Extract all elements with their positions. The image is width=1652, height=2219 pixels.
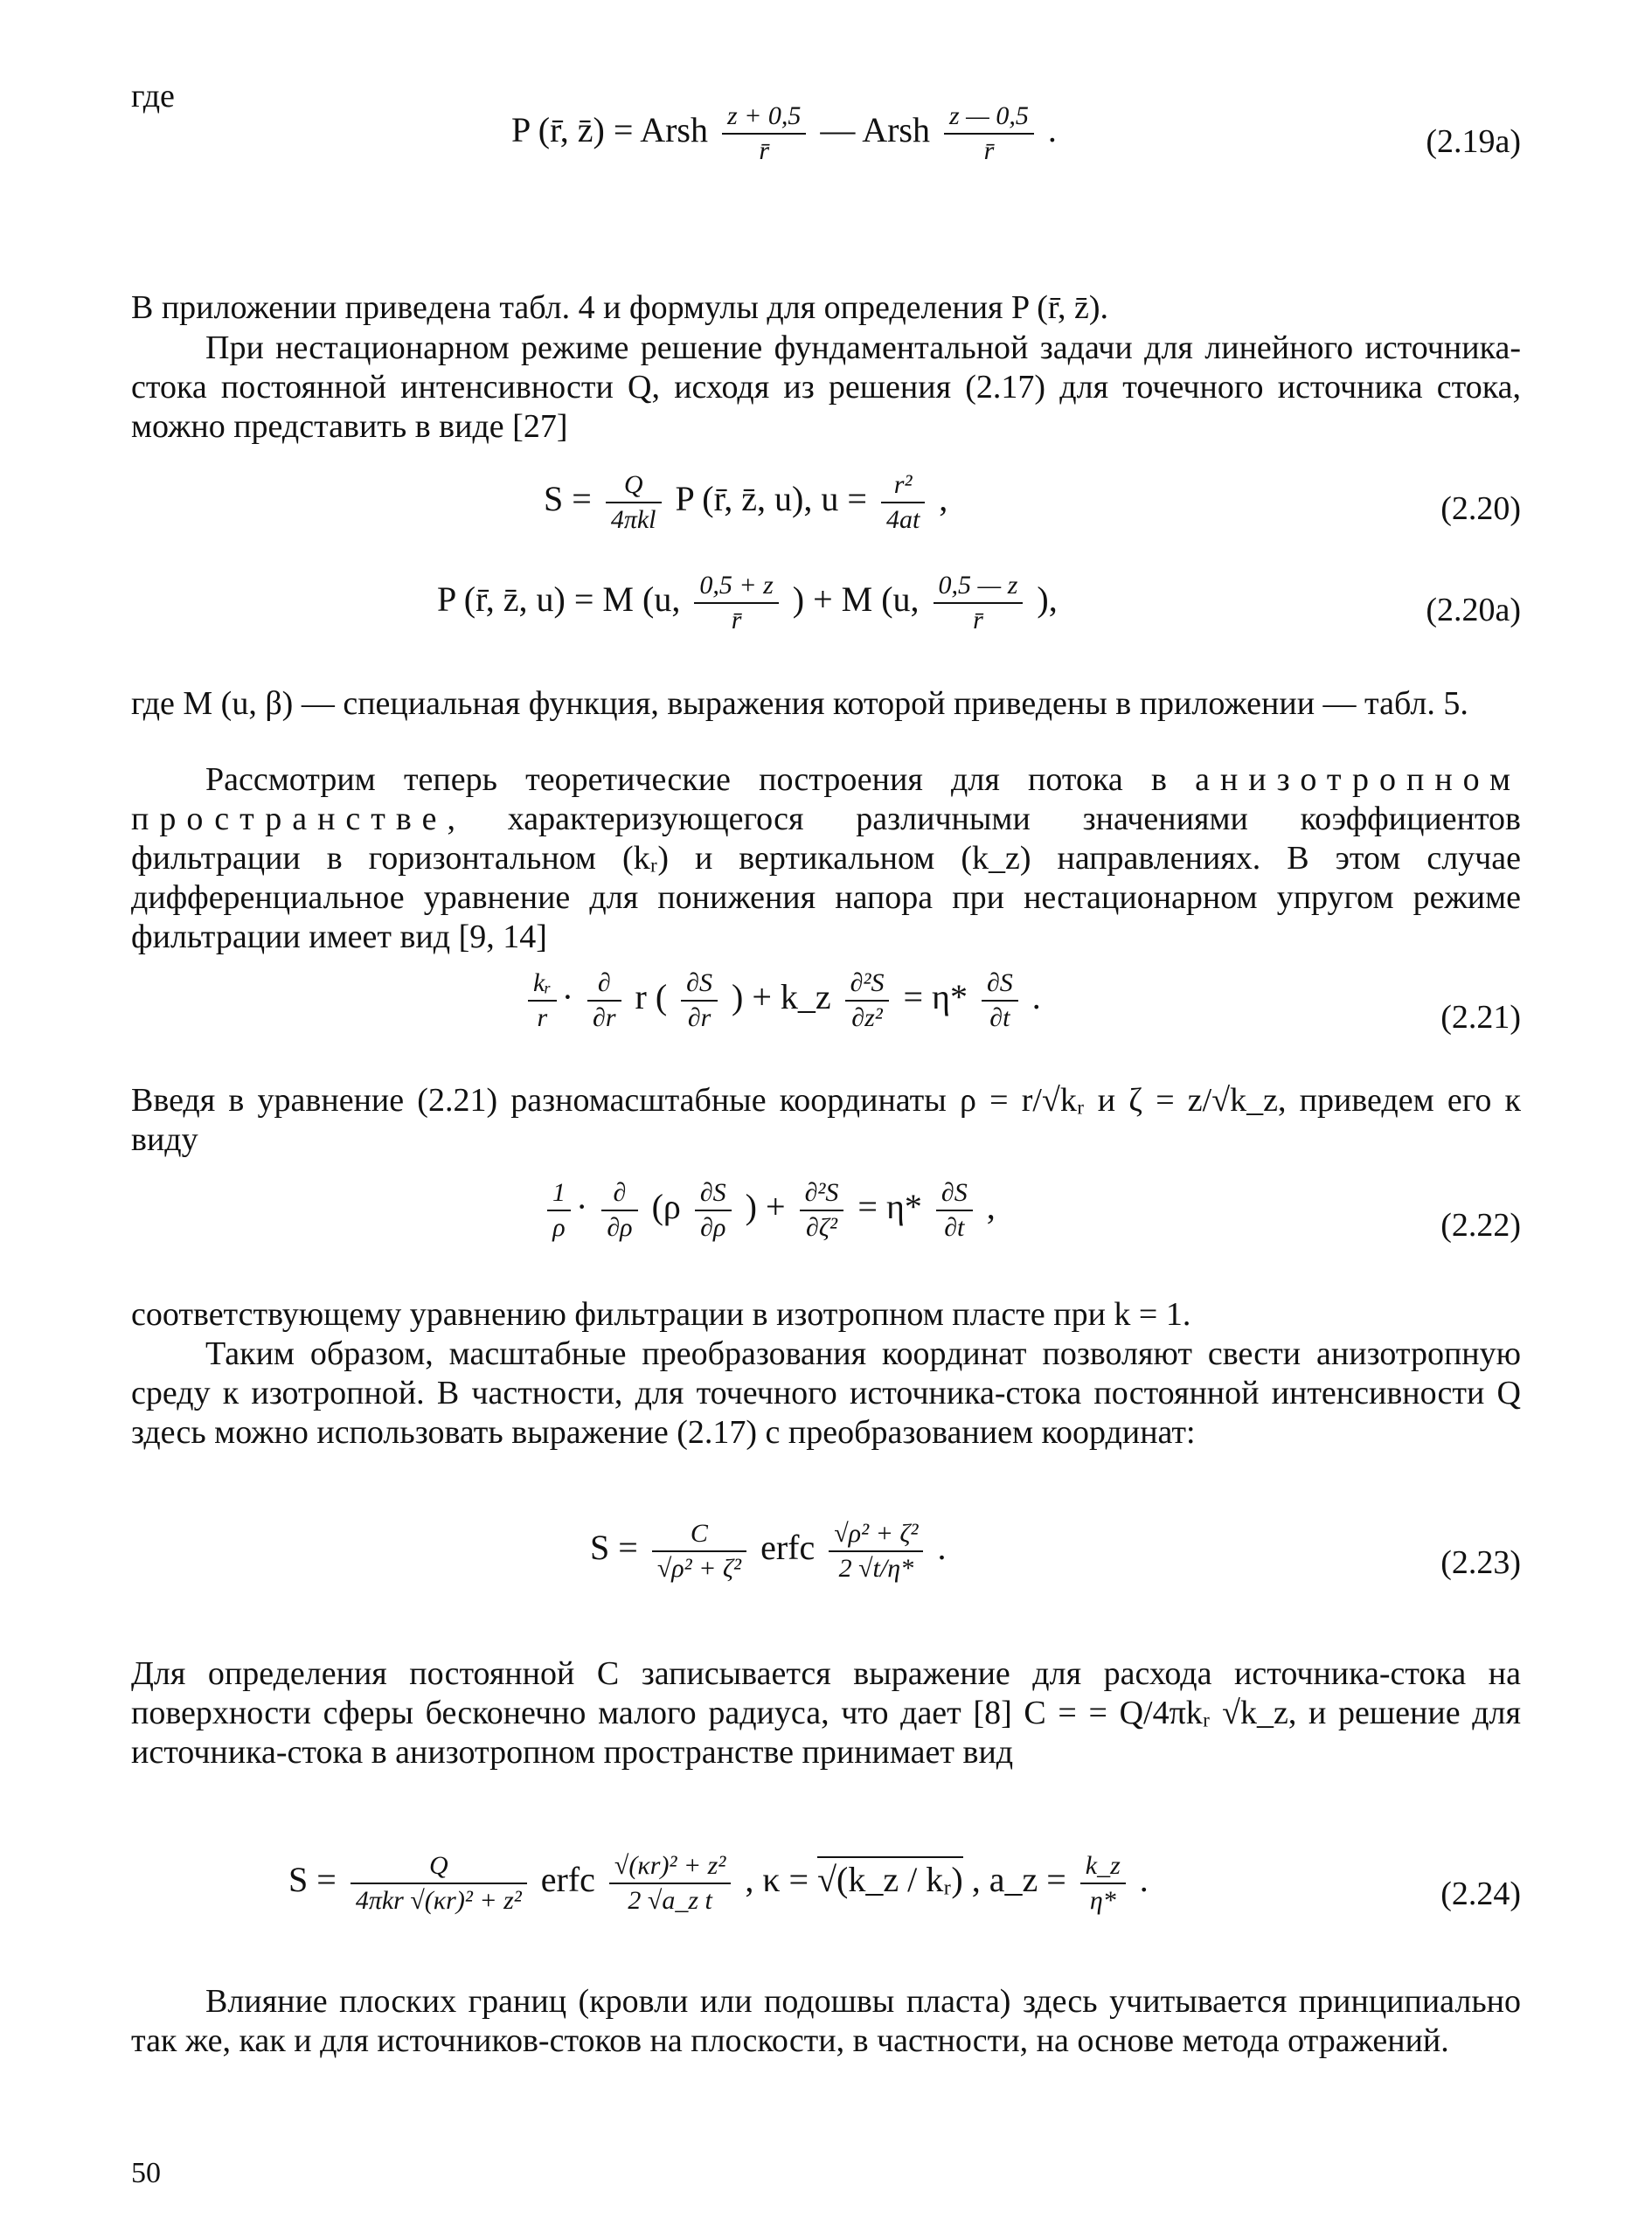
equation-2-22: $\frac{1}{\rho}$ · $\frac{\partial}{\partial\rho}$ (ρ $\frac{\partial S}{\partial\rho}$ ) + $\frac{\text{∂²S}}{\text{∂ζ²}}$ = η* $\frac{\partial S}{\partial t}$ , bbox=[542, 1180, 996, 1241]
eq-mid: = η* bbox=[857, 1187, 922, 1227]
page-number: 50 bbox=[131, 2157, 161, 2189]
eq-end: . bbox=[1047, 110, 1057, 150]
eq-end: , bbox=[986, 1187, 996, 1227]
eq-mid: — Arsh bbox=[820, 110, 930, 150]
eq-fraction: $\frac{1}{\rho}$ bbox=[547, 1180, 571, 1241]
equation-2-24 bbox=[288, 1853, 1149, 1914]
eq-lhs: P (r̄, z̄, u) = M (u, bbox=[437, 579, 681, 620]
eq-fraction: $\frac{\partial S}{\partial t}$ bbox=[982, 970, 1018, 1031]
equation-number: (2.20a) bbox=[1426, 592, 1521, 628]
eq-mid: , κ = bbox=[745, 1860, 809, 1900]
eq-fraction: $\frac{z — 0,5}{r̄}$ bbox=[944, 103, 1034, 164]
eq-fraction: $\frac{Q}{\text{4πkl}}$ bbox=[606, 472, 662, 533]
equation-number: (2.22) bbox=[1440, 1207, 1521, 1244]
eq-end: . bbox=[1031, 977, 1041, 1017]
eq-fraction: $\frac{\text{√(κr)² + z²}}{\text{2 √a\_z t}}$ bbox=[609, 1853, 731, 1914]
paragraph-3: где M (u, β) — специальная функция, выражения которой приведены в приложении — табл. 5. bbox=[131, 685, 1468, 722]
eq-fraction: $\frac{\partial S}{\partial r}$ bbox=[681, 970, 718, 1031]
eq-fraction: $\frac{\partial S}{\partial t}$ bbox=[936, 1180, 973, 1241]
paragraph-1: В приложении приведена табл. 4 и формулы для определения P (r̄, z̄). bbox=[131, 289, 1109, 326]
eq-lhs: S = bbox=[544, 479, 592, 519]
equation-number: (2.24) bbox=[1440, 1876, 1521, 1912]
eq-mid: erfc bbox=[540, 1860, 595, 1900]
equation-2-20 bbox=[544, 472, 947, 533]
paragraph-4-end: , характеризующегося различными значениями коэффициентов фильтрации в горизонтальном (kᵣ) и вертикальном (k_z) направлениях. В этом случае дифференциальное уравнение для понижения напора при нестационарном упругом режиме фильтрации имеет вид [9, 14] bbox=[131, 801, 1521, 955]
eq-end: . bbox=[1139, 1860, 1149, 1900]
eq-fraction: $\frac{0,5 + z}{r̄}$ bbox=[694, 572, 778, 634]
eq-mid: (ρ bbox=[651, 1187, 681, 1227]
eq-fraction: $\frac{k\_z}{\eta*}$ bbox=[1080, 1853, 1126, 1914]
eq-mid: ) + M (u, bbox=[792, 579, 920, 620]
equation-number: (2.20) bbox=[1440, 490, 1521, 527]
equation-2-21: $\frac{\text{kᵣ}}{r}$ · $\frac{\partial}{\partial r}$ r ( $\frac{\partial S}{\partial r}$ ) + k_z $\frac{\text{∂²S}}{\text{∂z²}}$ = η* $\frac{\partial S}{\partial t}$ . bbox=[523, 970, 1041, 1031]
equation-2-19a bbox=[511, 103, 1057, 164]
equation-number: (2.19a) bbox=[1426, 123, 1521, 160]
paragraph-5: Введя в уравнение (2.21) разномасштабные координаты ρ = r/√kᵣ и ζ = z/√k_z, приведем его к виду bbox=[131, 1082, 1521, 1158]
eq-fraction: $\frac{C}{\text{√ρ² + ζ²}}$ bbox=[652, 1521, 746, 1582]
eq-fraction: $\frac{Q}{\text{4πkr √(κr)² + z²}}$ bbox=[351, 1853, 527, 1914]
equation-2-23 bbox=[590, 1521, 946, 1582]
eq-mid: erfc bbox=[760, 1528, 816, 1568]
eq-lhs: S = bbox=[590, 1528, 638, 1568]
paragraph-8: Для определения постоянной C записывается выражение для расхода источника-стока на поверхности сферы бесконечно малого радиуса, что дает [8] C = = Q/4πkᵣ √k_z, и решение для источника-стока в анизотропном пространстве принимает вид bbox=[131, 1655, 1521, 1771]
paragraph-7: Таким образом, масштабные преобразования координат позволяют свести анизотропную среду к изотропной. В частности, для точечного источника-стока постоянной интенсивности Q здесь можно использовать выражение (2.17) с преобразованием координат: bbox=[131, 1335, 1521, 1451]
equation-2-20a bbox=[437, 572, 1058, 634]
eq-fraction: $\frac{z + 0,5}{r̄}$ bbox=[722, 103, 806, 164]
eq-fraction: $\frac{\text{√ρ² + ζ²}}{2 √t/\eta*}$ bbox=[829, 1521, 923, 1582]
paragraph-4-spaced: анизотропном пространстве bbox=[131, 761, 1521, 837]
equation-number: (2.23) bbox=[1440, 1544, 1521, 1581]
eq-fraction: $\frac{0,5 — z}{r̄}$ bbox=[934, 572, 1024, 634]
eq-end: . bbox=[937, 1528, 947, 1568]
paragraph-2: При нестационарном режиме решение фундаментальной задачи для линейного источника-стока постоянной интенсивности Q, исходя из решения (2.17) для точечного источника стока, можно представить в виде [27] bbox=[131, 329, 1521, 445]
eq-mid: , a_z = bbox=[971, 1860, 1066, 1900]
eq-end: , bbox=[939, 479, 948, 519]
eq-fraction: $\frac{\partial}{\partial\rho}$ bbox=[601, 1180, 637, 1241]
equation-number: (2.21) bbox=[1440, 999, 1521, 1036]
paragraph-9: Влияние плоских границ (кровли или подошвы пласта) здесь учитывается принципиально так же, как и для источников-стоков на плоскости, в частности, на основе метода отражений. bbox=[131, 1983, 1521, 2059]
eq-fraction: $\frac{\text{r²}}{4at}$ bbox=[881, 472, 925, 533]
eq-end: ), bbox=[1037, 579, 1058, 620]
paragraph-6: соответствующему уравнению фильтрации в изотропном пласте при k = 1. bbox=[131, 1296, 1191, 1333]
eq-sqrt: √(k_z / kᵣ) bbox=[817, 1856, 963, 1899]
eq-mid: ) + bbox=[745, 1187, 786, 1227]
eq-fraction: $\frac{\text{∂²S}}{\text{∂z²}}$ bbox=[845, 970, 890, 1031]
eq-mid: = η* bbox=[903, 977, 968, 1017]
eq-fraction: $\frac{\partial}{\partial r}$ bbox=[587, 970, 621, 1031]
eq-fraction: $\frac{\partial S}{\partial\rho}$ bbox=[695, 1180, 732, 1241]
eq-fraction: $\frac{\text{kᵣ}}{r}$ bbox=[528, 970, 557, 1031]
paragraph-4-start: Рассмотрим теперь теоретические построения для потока в bbox=[205, 761, 1196, 798]
eq-mid: r ( bbox=[635, 977, 668, 1017]
text-where-1: где bbox=[131, 78, 175, 114]
eq-lhs: S = bbox=[288, 1860, 337, 1900]
paragraph-4 bbox=[131, 760, 1521, 957]
eq-mid: P (r̄, z̄, u), u = bbox=[675, 479, 867, 519]
eq-mid: ) + k_z bbox=[732, 977, 831, 1017]
eq-fraction: $\frac{\text{∂²S}}{\text{∂ζ²}}$ bbox=[800, 1180, 844, 1241]
eq-lhs: P (r̄, z̄) = Arsh bbox=[511, 110, 708, 150]
